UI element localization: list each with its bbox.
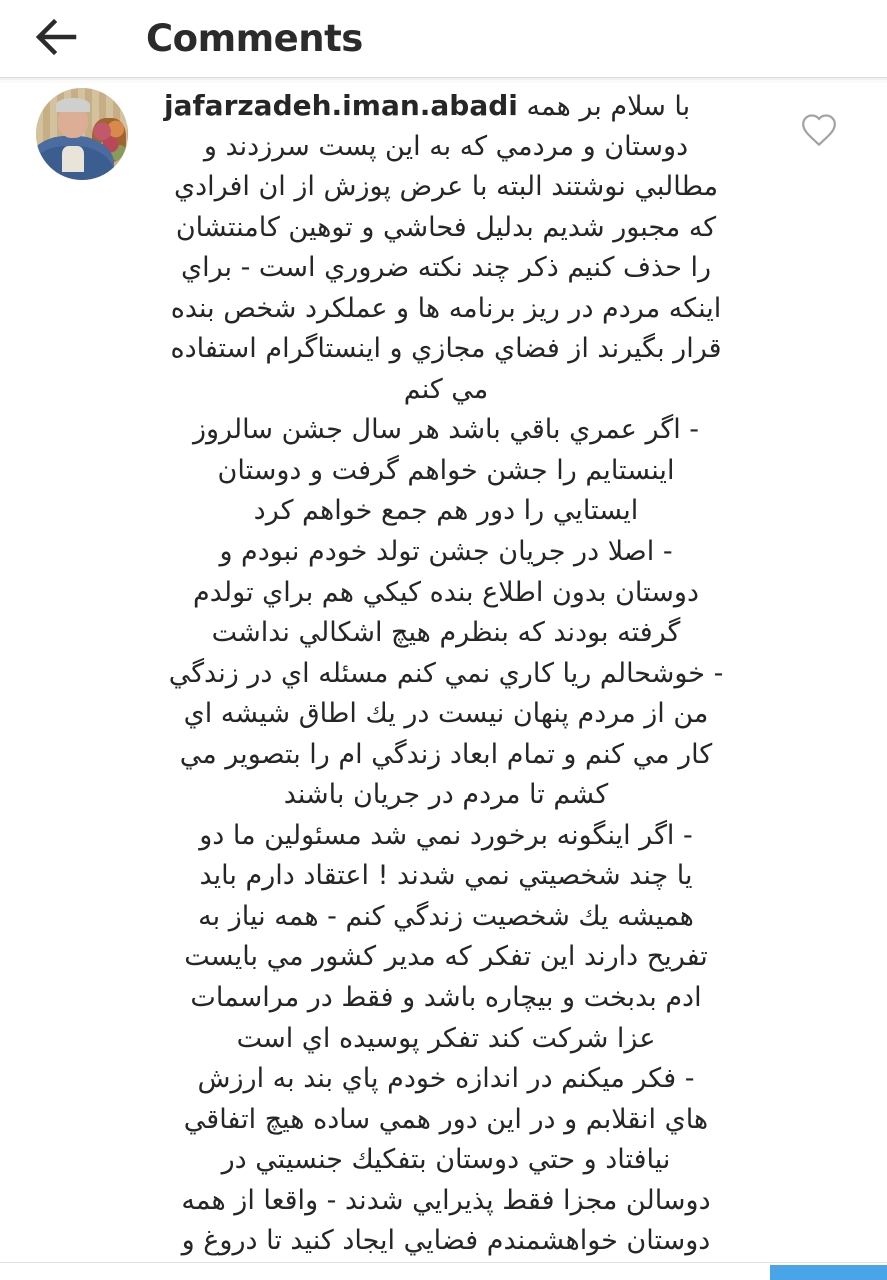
comment-text-line: - اگر اينگونه برخورد نمي شد مسئولين ما دو	[199, 819, 693, 851]
comment-text-line: اينستايم را جشن خواهم گرفت و دوستان	[217, 454, 675, 486]
comment-text-line: دوسالن مجزا فقط پذيرايي شدند - واقعا از همه	[181, 1184, 711, 1216]
comment-username[interactable]: jafarzadeh.iman.abadi	[164, 89, 518, 122]
comment-text-line: كه مجبور شديم بدليل فحاشي و توهين كامنتشان	[175, 211, 717, 243]
comment-text-line: مي كنم	[403, 373, 489, 405]
like-button[interactable]	[800, 110, 838, 148]
comment-text-line: - اگر عمري باقي باشد هر سال جشن سالروز	[192, 414, 700, 446]
comment-text-line: تفريح دارند اين تفكر كه مدير كشور مي بايست	[184, 941, 708, 973]
comment-text-line: - اصلا در جريان جشن تولد خودم نبودم و	[219, 536, 673, 568]
comment-text-line: عزا شركت كند تفكر پوسيده اي است	[236, 1022, 656, 1054]
comment-text-line: كشم تا مردم در جريان باشند	[283, 779, 609, 811]
comment-input-bar	[0, 1262, 887, 1280]
comment-lines	[90, 127, 802, 1262]
comment-text-line: - فكر ميكنم در اندازه خودم پاي بند به ارزش	[197, 1063, 695, 1095]
comment-text-line: گرفته بودند كه بنظرم هيچ اشكالي نداشت	[211, 617, 681, 649]
comment-text-line: كار مي كنم و تمام ابعاد زندگي ام را بتصوير مي	[179, 738, 713, 770]
avatar[interactable]	[36, 88, 128, 180]
comment-text-line: ايستايي را دور هم جمع خواهم كرد	[253, 495, 639, 527]
avatar-hair	[56, 98, 90, 112]
back-arrow-icon	[33, 14, 79, 64]
comment-text-line: من از مردم پنهان نيست در يك اطاق شيشه اي	[183, 698, 709, 730]
comment-text-line: را حذف كنيم ذكر چند نكته ضروري است - براي	[180, 252, 712, 284]
heart-outline-icon	[800, 133, 838, 152]
comment-text-line: ادم بدبخت و بيچاره باشد و فقط در مراسمات	[190, 982, 702, 1014]
comment-text-line: يا چند شخصيتي نمي شدند ! اعتقاد دارم بايد	[199, 860, 693, 892]
header	[0, 0, 887, 77]
post-button[interactable]	[770, 1265, 887, 1280]
comment-text-line: مطالبي نوشتند البته با عرض پوزش از ان افرادي	[173, 171, 719, 203]
comment-text-line: نيافتاد و حتي دوستان بتفكيك جنسيتي در	[221, 1144, 671, 1176]
comment-text-line: هميشه يك شخصيت زندگي كنم - همه نياز به	[198, 900, 694, 932]
comment-text-line: دوستان و مردمي كه به اين پست سرزدند و	[203, 130, 689, 162]
avatar-shirt	[62, 146, 84, 172]
comment-body	[90, 86, 802, 1262]
comment-text-line: دوستان بدون اطلاع بنده كيكي هم براي تولدم	[193, 576, 699, 608]
comment-text-line: - خوشحالم ريا كاري نمي كنم مسئله اي در زندگي	[168, 657, 724, 689]
page-title: Comments	[146, 17, 363, 60]
comment-first-line	[90, 86, 802, 127]
comment-greeting-text: با سلام بر همه	[526, 91, 691, 122]
comment-text-line: قرار بگيرند از فضاي مجازي و اينستاگرام استفاده	[170, 333, 722, 365]
comment-text-line: اينكه مردم در ريز برنامه ها و عملكرد شخص بنده	[170, 292, 722, 324]
comment-text-line: دوستان خواهشمندم فضايي ايجاد كنيد تا دروغ و	[181, 1225, 711, 1257]
comment-text-line: هاي انقلابم و در اين دور همي ساده هيچ اتفاقي	[183, 1103, 709, 1135]
back-button[interactable]	[30, 13, 82, 65]
